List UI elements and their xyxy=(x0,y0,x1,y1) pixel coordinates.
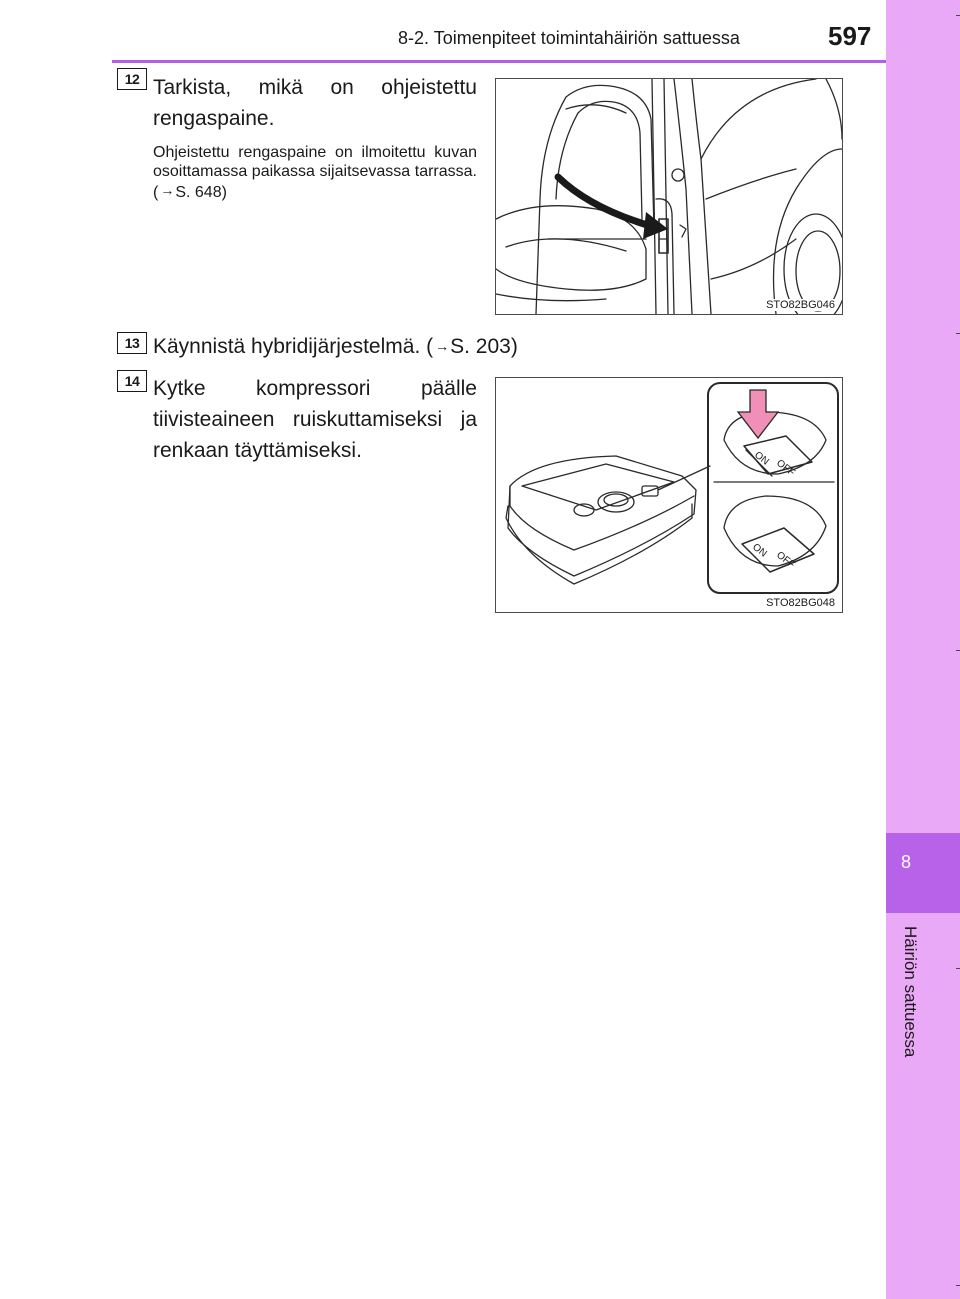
press-down-arrow-icon xyxy=(738,390,778,438)
arrow-right-icon: → xyxy=(435,338,450,354)
step-number-badge: 12 xyxy=(117,68,147,90)
arrow-right-icon: → xyxy=(160,182,175,198)
step-number-badge: 14 xyxy=(117,370,147,392)
chapter-number: 8 xyxy=(900,852,911,872)
step-heading xyxy=(153,335,518,359)
step-heading: Tarkista, mikä on ohjeistettu rengaspaine. xyxy=(153,76,477,130)
header-rule xyxy=(112,60,886,63)
curved-arrow-icon xyxy=(558,177,668,239)
figure-code: STO82BG048 xyxy=(766,597,835,609)
step-note-text: Ohjeistettu rengaspaine on ilmoitettu kuvan osoittamassa paikassa sijaitsevassa tarrassa. ( xyxy=(153,144,477,201)
switch-on-label: ON xyxy=(752,449,771,468)
figure-door-pillar-label xyxy=(495,78,843,315)
page-reference-link[interactable]: S. 648) xyxy=(175,184,227,201)
step-heading-text: Käynnistä hybridijärjestelmä. ( xyxy=(153,335,434,358)
page-number: 597 xyxy=(828,21,872,51)
section-title: 8-2. Toimenpiteet toimintahäiriön sattuessa xyxy=(398,28,740,48)
crop-mark xyxy=(956,15,960,16)
switch-off-label: OFF xyxy=(774,457,797,479)
figure-compressor-switch xyxy=(495,377,843,613)
crop-mark xyxy=(956,333,960,334)
switch-on-label: ON xyxy=(750,541,769,560)
page-reference-link[interactable]: S. 203) xyxy=(450,335,518,358)
switch-off-label: OFF xyxy=(774,549,797,571)
step-note xyxy=(153,143,477,202)
chapter-tab[interactable] xyxy=(886,833,960,913)
crop-mark xyxy=(956,650,960,651)
door-pillar-illustration xyxy=(496,79,842,314)
step-heading: Kytke kompressori päälle tiivisteaineen ruiskuttamiseksi ja renkaan täyttämiseksi. xyxy=(153,377,477,462)
compressor-illustration xyxy=(496,378,842,612)
figure-code: STO82BG046 xyxy=(766,299,835,311)
step-number-badge: 13 xyxy=(117,332,147,354)
side-tab-strip xyxy=(886,0,960,1299)
crop-mark xyxy=(956,1285,960,1286)
chapter-title: Häiriön sattuessa xyxy=(901,926,920,1058)
crop-mark xyxy=(956,968,960,969)
